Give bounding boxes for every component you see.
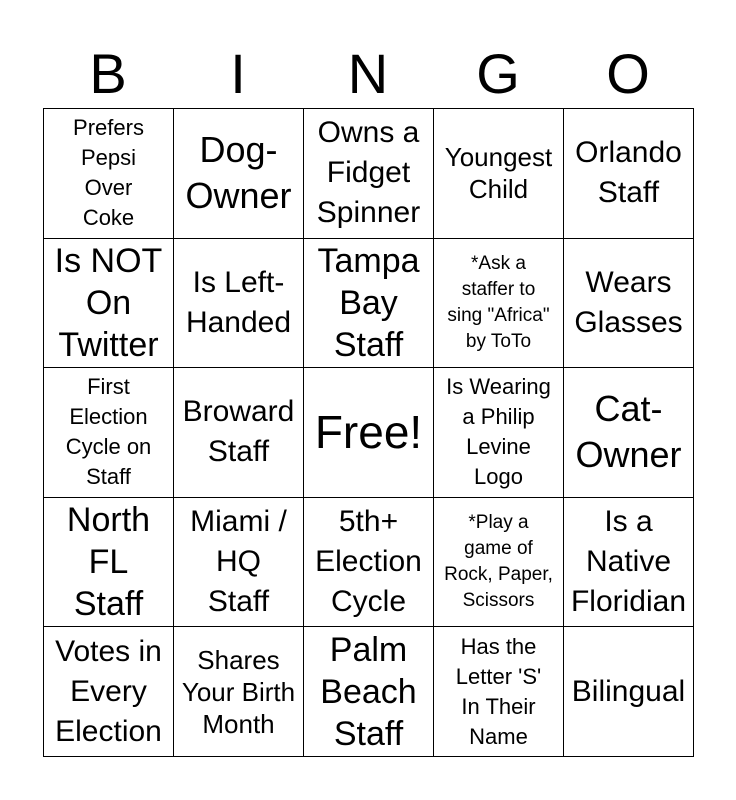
bingo-cell[interactable]: 5th+ Election Cycle	[304, 498, 434, 628]
bingo-cell[interactable]: *Play a game of Rock, Paper, Scissors	[434, 498, 564, 628]
bingo-cell[interactable]: Wears Glasses	[564, 239, 694, 369]
bingo-board	[43, 108, 694, 757]
bingo-cell[interactable]: Cat- Owner	[564, 368, 694, 498]
header-letter-b: B	[89, 42, 127, 105]
bingo-cell[interactable]: Palm Beach Staff	[304, 627, 434, 757]
bingo-cell[interactable]: Owns a Fidget Spinner	[304, 109, 434, 239]
bingo-cell[interactable]: Bilingual	[564, 627, 694, 757]
bingo-cell[interactable]: Votes in Every Election	[44, 627, 174, 757]
bingo-cell[interactable]: Is Wearing a Philip Levine Logo	[434, 368, 564, 498]
bingo-cell[interactable]: *Ask a staffer to sing "Africa" by ToTo	[434, 239, 564, 369]
bingo-cell[interactable]: Is NOT On Twitter	[44, 239, 174, 369]
bingo-cell[interactable]: Youngest Child	[434, 109, 564, 239]
bingo-cell[interactable]: Miami / HQ Staff	[174, 498, 304, 628]
bingo-header	[43, 40, 693, 108]
header-letter-n: N	[347, 42, 389, 105]
bingo-cell[interactable]: First Election Cycle on Staff	[44, 368, 174, 498]
bingo-cell[interactable]: Tampa Bay Staff	[304, 239, 434, 369]
bingo-cell[interactable]: Has the Letter 'S' In Their Name	[434, 627, 564, 757]
bingo-cell[interactable]: Broward Staff	[174, 368, 304, 498]
header-letter-i: I	[230, 42, 246, 105]
header-letter-g: G	[476, 42, 520, 105]
bingo-cell[interactable]: Orlando Staff	[564, 109, 694, 239]
bingo-cell[interactable]: Shares Your Birth Month	[174, 627, 304, 757]
bingo-cell[interactable]: Prefers Pepsi Over Coke	[44, 109, 174, 239]
free-space[interactable]: Free!	[304, 368, 434, 498]
header-letter-o: O	[606, 42, 650, 105]
bingo-cell[interactable]: Is a Native Floridian	[564, 498, 694, 628]
bingo-cell[interactable]: Dog- Owner	[174, 109, 304, 239]
bingo-cell[interactable]: North FL Staff	[44, 498, 174, 628]
bingo-cell[interactable]: Is Left- Handed	[174, 239, 304, 369]
